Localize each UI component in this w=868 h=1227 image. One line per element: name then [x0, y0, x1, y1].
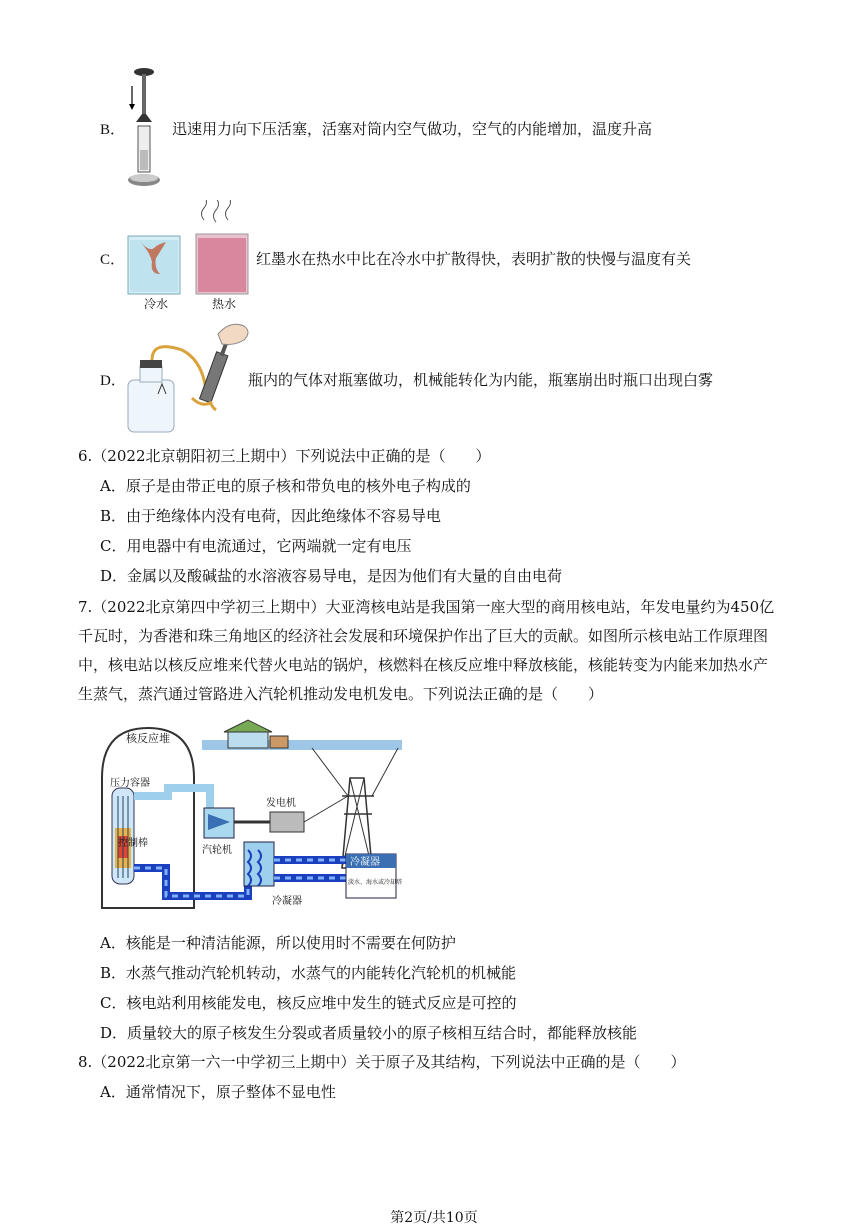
page-footer: 第2页/共10页 — [390, 1210, 478, 1226]
q6-choice-d: D．金属以及酸碱盐的水溶液容易导电，是因为他们有大量的自由电荷 — [100, 567, 563, 585]
option-letter: D． — [100, 373, 126, 389]
hot-water-label: 热水 — [212, 297, 237, 311]
reactor-label: 核反应堆 — [126, 732, 170, 745]
condenser-bottom-label: 冷凝器 — [272, 896, 302, 907]
q7-choice-d: D．质量较大的原子核发生分裂或者质量较小的原子核相互结合时，都能释放核能 — [100, 1024, 638, 1042]
pressure-vessel-label: 压力容器 — [110, 778, 150, 789]
q7-choice-c: C．核电站利用核能发电，核反应堆中发生的链式反应是可控的 — [100, 994, 517, 1012]
option-letter: C． — [100, 252, 126, 268]
q8-choice-a: A．通常情况下，原子整体不显电性 — [100, 1083, 336, 1101]
q6-choice-c: C．用电器中有电流通过，它两端就一定有电压 — [100, 537, 412, 555]
option-c-text: 红墨水在热水中比在冷水中扩散得快，表明扩散的快慢与温度有关 — [256, 250, 692, 268]
q6-stem: 6.（2022北京朝阳初三上期中）下列说法中正确的是（ ） — [78, 447, 491, 465]
condenser-top-label: 冷凝器 — [350, 857, 380, 868]
option-d-text: 瓶内的气体对瓶塞做功，机械能转化为内能，瓶塞崩出时瓶口出现白雾 — [248, 371, 714, 389]
q7-stem-line-2: 千瓦时，为香港和珠三角地区的经济社会发展和环境保护作出了巨大的贡献。如图所示核电站工作原理图 — [78, 627, 769, 645]
q7-choice-b: B．水蒸气推动汽轮机转动，水蒸气的内能转化汽轮机的机械能 — [100, 964, 517, 982]
turbine-label: 汽轮机 — [202, 845, 232, 856]
cold-water-label: 冷水 — [144, 297, 169, 311]
nuclear-plant-diagram — [98, 718, 408, 914]
option-letter: B． — [100, 122, 126, 138]
q7-stem-line-4: 生蒸气，蒸汽通过管路进入汽轮机推动发电机发电。下列说法正确的是（ ） — [78, 685, 604, 703]
q6-choice-b: B．由于绝缘体内没有电荷，因此绝缘体不容易导电 — [100, 507, 442, 525]
q7-stem-line-1: 7.（2022北京第四中学初三上期中）大亚湾核电站是我国第一座大型的商用核电站，年发电量约为450亿 — [78, 598, 775, 616]
generator-label: 发电机 — [266, 798, 296, 809]
q7-choice-a: A．核能是一种清洁能源，所以使用时不需要在何防护 — [100, 934, 456, 952]
control-rod-label: 控制棒 — [118, 838, 148, 849]
condenser-note: 淡水、海水或冷却塔 — [348, 879, 403, 886]
q7-stem-line-3: 中，核电站以核反应堆来代替火电站的锅炉，核燃料在核反应堆中释放核能，核能转变为内能来加热水产 — [78, 656, 769, 674]
q8-stem: 8.（2022北京第一六一中学初三上期中）关于原子及其结构，下列说法中正确的是（ ） — [78, 1053, 686, 1071]
q6-choice-a: A．原子是由带正电的原子核和带负电的核外电子构成的 — [100, 477, 471, 495]
option-b-text: 迅速用力向下压活塞，活塞对筒内空气做功，空气的内能增加，温度升高 — [172, 120, 653, 138]
